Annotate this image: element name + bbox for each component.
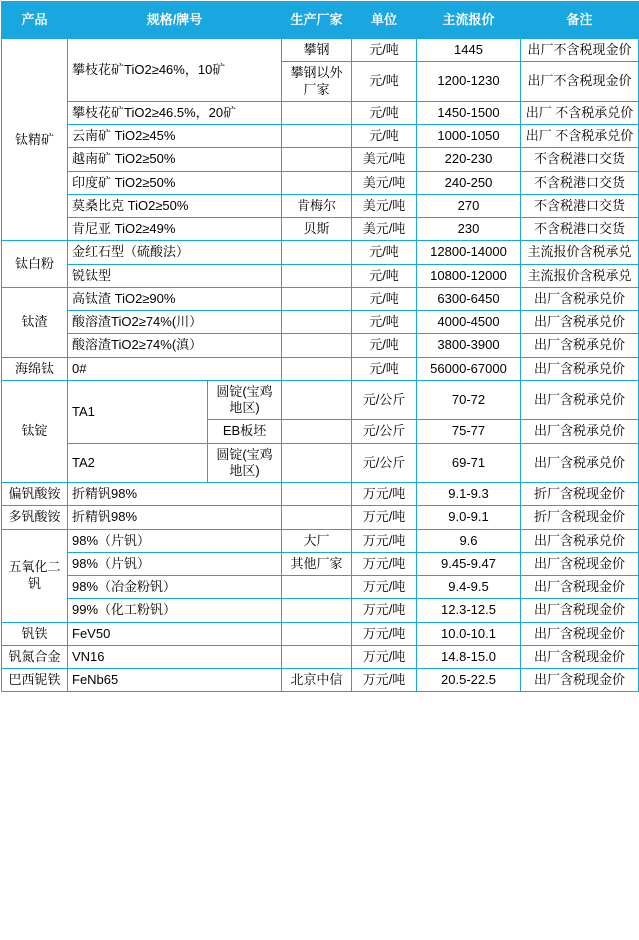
price-table-sheet (0, 1, 639, 692)
category-cell: 钛锭 (2, 380, 68, 482)
unit-cell: 美元/吨 (352, 194, 417, 217)
table-body (2, 39, 639, 692)
unit-cell: 万元/吨 (352, 529, 417, 552)
note-cell: 出厂 不含税承兑价 (521, 101, 639, 124)
spec-cell: 云南矿 TiO2≥45% (68, 125, 282, 148)
note-cell: 主流报价含税承兑 (521, 241, 639, 264)
price-cell: 4000-4500 (417, 311, 521, 334)
manufacturer-cell: 攀钢以外厂家 (282, 62, 352, 102)
note-cell: 出厂含税承兑价 (521, 443, 639, 483)
price-cell: 70-72 (417, 380, 521, 420)
table-row (2, 357, 639, 380)
manufacturer-cell (282, 443, 352, 483)
price-cell: 9.6 (417, 529, 521, 552)
manufacturer-cell: 攀钢 (282, 39, 352, 62)
spec-cell: 圆锭(宝鸡地区) (208, 380, 282, 420)
table-header (2, 2, 639, 39)
spec-cell: 98%（冶金粉钒） (68, 576, 282, 599)
spec-cell: 肯尼亚 TiO2≥49% (68, 218, 282, 241)
table-row (2, 241, 639, 264)
grade-cell: TA1 (68, 380, 208, 443)
table-row (2, 148, 639, 171)
unit-cell: 万元/吨 (352, 645, 417, 668)
spec-cell: FeNb65 (68, 669, 282, 692)
category-cell: 钒氮合金 (2, 645, 68, 668)
table-row (2, 529, 639, 552)
price-cell: 9.0-9.1 (417, 506, 521, 529)
unit-cell: 万元/吨 (352, 599, 417, 622)
price-cell: 3800-3900 (417, 334, 521, 357)
unit-cell: 元/公斤 (352, 420, 417, 443)
spec-cell: 0# (68, 357, 282, 380)
unit-cell: 元/吨 (352, 357, 417, 380)
note-cell: 出厂含税现金价 (521, 669, 639, 692)
column-header-note: 备注 (521, 2, 639, 39)
note-cell: 出厂含税现金价 (521, 552, 639, 575)
note-cell: 出厂不含税现金价 (521, 62, 639, 102)
note-cell: 出厂含税现金价 (521, 645, 639, 668)
manufacturer-cell (282, 576, 352, 599)
commodity-price-table (1, 1, 639, 692)
unit-cell: 万元/吨 (352, 576, 417, 599)
category-cell: 钛白粉 (2, 241, 68, 288)
table-row (2, 264, 639, 287)
manufacturer-cell (282, 622, 352, 645)
table-row (2, 380, 639, 420)
spec-cell: 99%（化工粉钒） (68, 599, 282, 622)
category-cell: 巴西铌铁 (2, 669, 68, 692)
price-cell: 9.45-9.47 (417, 552, 521, 575)
unit-cell: 元/吨 (352, 62, 417, 102)
manufacturer-cell: 北京中信 (282, 669, 352, 692)
manufacturer-cell (282, 264, 352, 287)
unit-cell: 元/公斤 (352, 380, 417, 420)
price-cell: 56000-67000 (417, 357, 521, 380)
spec-cell: 酸溶渣TiO2≥74%(滇） (68, 334, 282, 357)
category-cell: 钛渣 (2, 287, 68, 357)
price-cell: 10800-12000 (417, 264, 521, 287)
manufacturer-cell: 大厂 (282, 529, 352, 552)
price-cell: 12.3-12.5 (417, 599, 521, 622)
price-cell: 1200-1230 (417, 62, 521, 102)
column-header-product: 产品 (2, 2, 68, 39)
header-row (2, 2, 639, 39)
unit-cell: 美元/吨 (352, 171, 417, 194)
category-cell: 海绵钛 (2, 357, 68, 380)
unit-cell: 元/吨 (352, 241, 417, 264)
manufacturer-cell (282, 287, 352, 310)
note-cell: 不含税港口交货 (521, 171, 639, 194)
price-cell: 1000-1050 (417, 125, 521, 148)
spec-cell: EB板坯 (208, 420, 282, 443)
column-header-manufacturer: 生产厂家 (282, 2, 352, 39)
spec-cell: 98%（片钒） (68, 529, 282, 552)
price-cell: 75-77 (417, 420, 521, 443)
spec-cell: 圆锭(宝鸡地区) (208, 443, 282, 483)
manufacturer-cell: 贝斯 (282, 218, 352, 241)
price-cell: 6300-6450 (417, 287, 521, 310)
price-cell: 1445 (417, 39, 521, 62)
spec-cell: VN16 (68, 645, 282, 668)
spec-cell: 锐钛型 (68, 264, 282, 287)
table-row (2, 443, 639, 483)
manufacturer-cell (282, 101, 352, 124)
note-cell: 主流报价含税承兑 (521, 264, 639, 287)
category-cell: 钛精矿 (2, 39, 68, 241)
price-cell: 10.0-10.1 (417, 622, 521, 645)
note-cell: 出厂含税现金价 (521, 576, 639, 599)
column-header-spec: 规格/牌号 (68, 2, 282, 39)
manufacturer-cell (282, 171, 352, 194)
manufacturer-cell (282, 420, 352, 443)
table-row (2, 39, 639, 62)
unit-cell: 元/公斤 (352, 443, 417, 483)
unit-cell: 元/吨 (352, 264, 417, 287)
note-cell: 折厂含税现金价 (521, 506, 639, 529)
table-row (2, 669, 639, 692)
price-cell: 220-230 (417, 148, 521, 171)
note-cell: 出厂含税承兑价 (521, 420, 639, 443)
unit-cell: 元/吨 (352, 39, 417, 62)
unit-cell: 元/吨 (352, 287, 417, 310)
manufacturer-cell (282, 645, 352, 668)
note-cell: 出厂含税承兑价 (521, 311, 639, 334)
spec-cell: 攀枝花矿TiO2≥46.5%，20矿 (68, 101, 282, 124)
manufacturer-cell (282, 599, 352, 622)
unit-cell: 万元/吨 (352, 506, 417, 529)
note-cell: 出厂含税承兑价 (521, 334, 639, 357)
note-cell: 折厂含税现金价 (521, 483, 639, 506)
manufacturer-cell: 肯梅尔 (282, 194, 352, 217)
unit-cell: 元/吨 (352, 125, 417, 148)
note-cell: 出厂含税承兑价 (521, 529, 639, 552)
unit-cell: 万元/吨 (352, 483, 417, 506)
manufacturer-cell (282, 125, 352, 148)
table-row (2, 101, 639, 124)
table-row (2, 194, 639, 217)
manufacturer-cell (282, 506, 352, 529)
spec-cell: 莫桑比克 TiO2≥50% (68, 194, 282, 217)
manufacturer-cell (282, 483, 352, 506)
note-cell: 不含税港口交货 (521, 194, 639, 217)
spec-cell: 越南矿 TiO2≥50% (68, 148, 282, 171)
unit-cell: 元/吨 (352, 311, 417, 334)
note-cell: 不含税港口交货 (521, 218, 639, 241)
column-header-price: 主流报价 (417, 2, 521, 39)
unit-cell: 万元/吨 (352, 669, 417, 692)
price-cell: 69-71 (417, 443, 521, 483)
note-cell: 出厂含税承兑价 (521, 287, 639, 310)
note-cell: 出厂含税承兑价 (521, 380, 639, 420)
category-cell: 五氧化二钒 (2, 529, 68, 622)
price-cell: 12800-14000 (417, 241, 521, 264)
manufacturer-cell (282, 148, 352, 171)
table-row (2, 622, 639, 645)
category-cell: 钒铁 (2, 622, 68, 645)
spec-cell: FeV50 (68, 622, 282, 645)
table-row (2, 218, 639, 241)
spec-cell: 酸溶渣TiO2≥74%(川） (68, 311, 282, 334)
unit-cell: 美元/吨 (352, 148, 417, 171)
spec-cell: 金红石型（硫酸法） (68, 241, 282, 264)
note-cell: 出厂含税承兑价 (521, 357, 639, 380)
table-row (2, 287, 639, 310)
spec-cell: 折精钒98% (68, 483, 282, 506)
manufacturer-cell (282, 241, 352, 264)
price-cell: 270 (417, 194, 521, 217)
table-row (2, 599, 639, 622)
note-cell: 出厂含税现金价 (521, 622, 639, 645)
table-row (2, 334, 639, 357)
category-cell: 多钒酸铵 (2, 506, 68, 529)
table-row (2, 506, 639, 529)
manufacturer-cell (282, 334, 352, 357)
spec-cell: 印度矿 TiO2≥50% (68, 171, 282, 194)
price-cell: 1450-1500 (417, 101, 521, 124)
category-cell: 偏钒酸铵 (2, 483, 68, 506)
unit-cell: 万元/吨 (352, 622, 417, 645)
table-row (2, 171, 639, 194)
note-cell: 不含税港口交货 (521, 148, 639, 171)
price-cell: 14.8-15.0 (417, 645, 521, 668)
price-cell: 240-250 (417, 171, 521, 194)
spec-cell: 折精钒98% (68, 506, 282, 529)
table-row (2, 576, 639, 599)
manufacturer-cell (282, 311, 352, 334)
spec-cell: 98%（片钒） (68, 552, 282, 575)
manufacturer-cell (282, 380, 352, 420)
unit-cell: 美元/吨 (352, 218, 417, 241)
table-row (2, 125, 639, 148)
price-cell: 20.5-22.5 (417, 669, 521, 692)
note-cell: 出厂 不含税承兑价 (521, 125, 639, 148)
note-cell: 出厂不含税现金价 (521, 39, 639, 62)
unit-cell: 元/吨 (352, 334, 417, 357)
manufacturer-cell (282, 357, 352, 380)
price-cell: 9.4-9.5 (417, 576, 521, 599)
grade-cell: TA2 (68, 443, 208, 483)
spec-cell: 高钛渣 TiO2≥90% (68, 287, 282, 310)
table-row (2, 483, 639, 506)
unit-cell: 万元/吨 (352, 552, 417, 575)
table-row (2, 645, 639, 668)
unit-cell: 元/吨 (352, 101, 417, 124)
table-row (2, 552, 639, 575)
table-row (2, 311, 639, 334)
manufacturer-cell: 其他厂家 (282, 552, 352, 575)
price-cell: 230 (417, 218, 521, 241)
spec-cell: 攀枝花矿TiO2≥46%，10矿 (68, 39, 282, 102)
price-cell: 9.1-9.3 (417, 483, 521, 506)
note-cell: 出厂含税现金价 (521, 599, 639, 622)
column-header-unit: 单位 (352, 2, 417, 39)
